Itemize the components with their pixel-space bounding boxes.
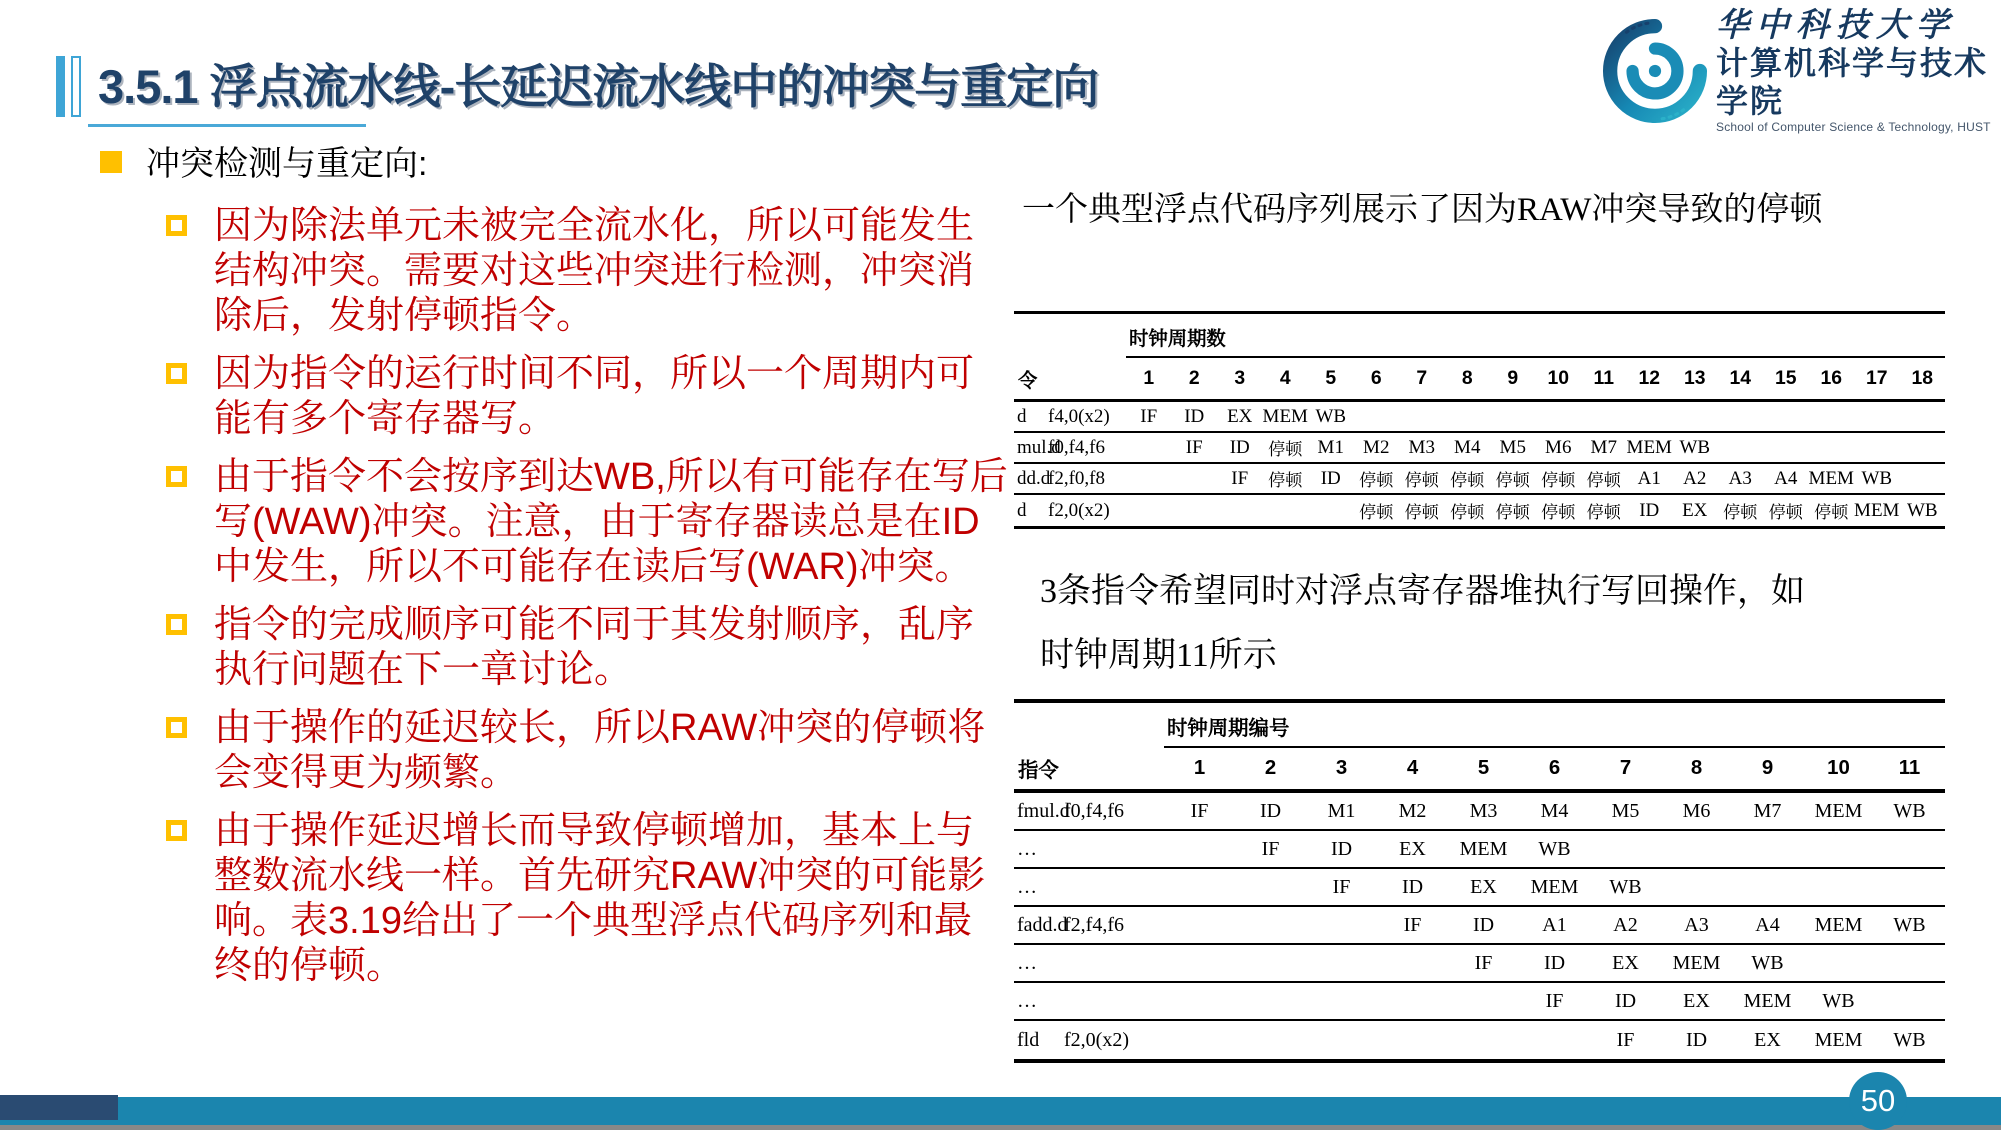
- bullet-item: [95, 455, 1020, 590]
- stage-cell: ID: [1543, 951, 1566, 974]
- stage-cell: ID: [1614, 989, 1637, 1012]
- instr-label: …: [1017, 989, 1037, 1012]
- stage-cell: MEM: [1672, 951, 1721, 974]
- stall-cell: 停顿: [1541, 471, 1576, 490]
- stage-cell: IF: [1403, 913, 1422, 936]
- stage-cell: MEM: [1626, 436, 1672, 458]
- stage-cell: M7: [1590, 436, 1617, 458]
- stall-cell: 停顿: [1768, 503, 1803, 522]
- stall-cell: 停顿: [1541, 503, 1576, 522]
- stage-cell: M4: [1540, 799, 1569, 822]
- stage-cell: WB: [1751, 951, 1784, 974]
- stage-cell: A2: [1683, 467, 1707, 489]
- stall-cell: 停顿: [1586, 471, 1621, 490]
- stage-cell: EX: [1754, 1028, 1781, 1051]
- stage-cell: MEM: [1743, 989, 1792, 1012]
- clock-cycle-header-label: 时钟周期数: [1129, 328, 1226, 350]
- instr-label: d: [1017, 499, 1027, 521]
- instr-operand: f2,0(x2): [1064, 1028, 1129, 1051]
- instr-operand: f2,f4,f6: [1064, 913, 1124, 936]
- stage-cell: M6: [1545, 436, 1572, 458]
- stage-cell: M6: [1682, 799, 1711, 822]
- school-name-english: School of Computer Science & Technology, HUST: [1716, 120, 1991, 134]
- table2-caption: 3条指令希望同时对浮点寄存器堆执行写回操作，如时钟周期11所示: [1040, 573, 1805, 674]
- stage-cell: EX: [1470, 875, 1497, 898]
- pipeline-row: [1014, 402, 1945, 433]
- page-number: 50: [1860, 1083, 1896, 1118]
- stage-cell: WB: [1893, 1028, 1926, 1051]
- stage-cell: EX: [1612, 951, 1639, 974]
- filled-square-bullet-icon: [100, 151, 122, 173]
- instr-operand: f0,f4,f6: [1064, 799, 1124, 822]
- stage-cell: MEM: [1530, 875, 1579, 898]
- stage-cell: EX: [1399, 837, 1426, 860]
- stall-cell: 停顿: [1723, 503, 1758, 522]
- stage-cell: IF: [1231, 467, 1249, 489]
- table-inner: [1014, 699, 1945, 1063]
- instr-operand: f0,f4,f6: [1048, 436, 1105, 458]
- stage-cell: MEM: [1459, 837, 1508, 860]
- stage-cell: ID: [1184, 405, 1205, 427]
- cycle-number: 11: [1898, 757, 1921, 779]
- cycle-number: 12: [1638, 367, 1661, 389]
- stage-cell: WB: [1893, 913, 1926, 936]
- pipeline-row: [1014, 433, 1945, 464]
- stage-cell: IF: [1616, 1028, 1635, 1051]
- instr-label: …: [1017, 951, 1037, 974]
- stall-cell: 停顿: [1495, 503, 1530, 522]
- bullet-text: 因为除法单元未被完全流水化，所以可能发生结构冲突。需要对这些冲突进行检测，冲突消除后，发射停顿指令。: [214, 205, 975, 337]
- stall-cell: 停顿: [1359, 471, 1394, 490]
- cycle-number: 3: [1234, 367, 1246, 389]
- stage-cell: WB: [1609, 875, 1642, 898]
- bullet-text: 由于操作延迟增长而导致停顿增加，基本上与整数流水线一样。首先研究RAW冲突的可能影响。表3.19给出了一个典型浮点代码序列和最终的停顿。: [214, 810, 986, 987]
- stage-cell: WB: [1679, 436, 1711, 458]
- cycle-number: 17: [1865, 367, 1888, 389]
- pipeline-row: [1014, 1021, 1945, 1059]
- stage-cell: M5: [1611, 799, 1640, 822]
- cycle-number: 1: [1143, 367, 1155, 389]
- cycle-number: 10: [1827, 757, 1850, 779]
- stage-cell: IF: [1261, 837, 1280, 860]
- stage-cell: EX: [1683, 989, 1710, 1012]
- hollow-square-bullet-icon: [166, 717, 187, 738]
- bullet-item: [95, 603, 1020, 693]
- cycle-number: 9: [1507, 367, 1519, 389]
- stall-cell: 停顿: [1586, 503, 1621, 522]
- section-heading: [95, 142, 1020, 186]
- instr-label: fld: [1017, 1028, 1040, 1051]
- cycle-number: 1: [1193, 757, 1206, 779]
- bullet-text: 指令的完成顺序可能不同于其发射顺序，乱序执行问题在下一章讨论。: [214, 604, 975, 691]
- hollow-square-bullet-icon: [166, 466, 187, 487]
- pipeline-table-wb-conflict: [1014, 699, 1946, 1063]
- stage-cell: A2: [1613, 913, 1638, 936]
- stage-cell: IF: [1545, 989, 1564, 1012]
- stage-cell: ID: [1229, 436, 1250, 458]
- logo-text: [1716, 8, 2001, 134]
- pipeline-row: [1014, 793, 1945, 831]
- cycle-number: 15: [1774, 367, 1797, 389]
- stage-cell: ID: [1639, 499, 1660, 521]
- stall-cell: 停顿: [1495, 471, 1530, 490]
- stage-cell: M1: [1327, 799, 1356, 822]
- instr-label: …: [1017, 875, 1037, 898]
- footer-navy-block: [0, 1095, 118, 1120]
- stage-cell: MEM: [1808, 467, 1854, 489]
- cycle-number: 18: [1911, 367, 1934, 389]
- hollow-square-bullet-icon: [166, 215, 187, 236]
- pipeline-row: [1014, 831, 1945, 869]
- stage-cell: ID: [1259, 799, 1282, 822]
- bullet-item: [95, 706, 1020, 796]
- instr-label: d: [1017, 405, 1027, 427]
- instr-label: mul.d: [1017, 436, 1061, 458]
- cycle-number: 5: [1477, 757, 1490, 779]
- stage-cell: MEM: [1814, 799, 1863, 822]
- bullet-list: [95, 204, 1020, 989]
- pipeline-row: [1014, 464, 1945, 495]
- stage-cell: M3: [1469, 799, 1498, 822]
- stall-cell: 停顿: [1814, 503, 1849, 522]
- stall-cell: 停顿: [1450, 471, 1485, 490]
- bullet-text: 由于操作的延迟较长，所以RAW冲突的停顿将会变得更为频繁。: [214, 707, 986, 794]
- stage-cell: A1: [1542, 913, 1567, 936]
- cycle-number: 8: [1690, 757, 1703, 779]
- stage-cell: IF: [1185, 436, 1203, 458]
- table1-caption: 一个典型浮点代码序列展示了因为RAW冲突导致的停顿: [1022, 192, 1823, 228]
- bullet-item: [95, 352, 1020, 442]
- stage-cell: M3: [1408, 436, 1435, 458]
- footer-bar: [0, 1097, 2001, 1125]
- instruction-column-header: 指令: [1018, 760, 1059, 782]
- stage-cell: WB: [1861, 467, 1893, 489]
- cycle-number: 13: [1683, 367, 1706, 389]
- cycle-number: 10: [1547, 367, 1570, 389]
- instr-label: …: [1017, 837, 1037, 860]
- instruction-column-header: 令: [1018, 369, 1038, 392]
- stage-cell: A4: [1755, 913, 1780, 936]
- stage-cell: WB: [1906, 499, 1938, 521]
- stage-cell: EX: [1227, 405, 1253, 427]
- stage-cell: EX: [1682, 499, 1708, 521]
- left-text-panel: [95, 142, 1020, 1002]
- cycle-number: 2: [1264, 757, 1277, 779]
- stage-cell: M4: [1454, 436, 1481, 458]
- instr-label: fadd.d: [1017, 913, 1068, 936]
- cycle-number: 14: [1729, 367, 1752, 389]
- stage-cell: ID: [1330, 837, 1353, 860]
- cycle-number: 5: [1325, 367, 1337, 389]
- stage-cell: WB: [1538, 837, 1571, 860]
- stage-cell: M7: [1753, 799, 1782, 822]
- stage-cell: ID: [1401, 875, 1424, 898]
- stage-cell: A3: [1684, 913, 1709, 936]
- bullet-text: 由于指令不会按序到达WB,所以有可能存在写后写(WAW)冲突。注意，由于寄存器读总是在ID中发生，所以不可能存在读后写(WAR)冲突。: [214, 456, 1008, 588]
- cycle-number-row: [1014, 358, 1945, 399]
- university-name: 华中科技大学: [1716, 8, 1956, 44]
- page-title: 3.5.1 浮点流水线-长延迟流水线中的冲突与重定向: [98, 60, 1099, 113]
- instr-operand: f4,0(x2): [1048, 405, 1110, 427]
- instr-operand: f2,f0,f8: [1048, 467, 1105, 489]
- stage-cell: ID: [1685, 1028, 1708, 1051]
- hust-swirl-icon: [1604, 20, 1706, 122]
- pipeline-row: [1014, 907, 1945, 945]
- bullet-text: 因为指令的运行时间不同，所以一个周期内可能有多个寄存器写。: [214, 353, 975, 440]
- table-inner: [1014, 311, 1945, 529]
- stage-cell: M5: [1499, 436, 1526, 458]
- cycle-number-row: [1014, 748, 1945, 789]
- cycle-number: 4: [1406, 757, 1419, 779]
- page-number-badge: [1849, 1072, 1907, 1130]
- stage-cell: M2: [1363, 436, 1390, 458]
- cycle-number: 3: [1335, 757, 1348, 779]
- cycle-number: 7: [1619, 757, 1632, 779]
- pipeline-row: [1014, 495, 1945, 526]
- cycle-number: 4: [1279, 367, 1291, 389]
- stage-cell: A1: [1637, 467, 1661, 489]
- pipeline-row: [1014, 869, 1945, 907]
- stage-cell: IF: [1140, 405, 1158, 427]
- stage-cell: IF: [1190, 799, 1209, 822]
- stage-cell: ID: [1472, 913, 1495, 936]
- pipeline-row: [1014, 983, 1945, 1021]
- pipeline-row: [1014, 945, 1945, 983]
- stage-cell: MEM: [1262, 405, 1308, 427]
- hollow-square-bullet-icon: [166, 820, 187, 841]
- clock-cycle-header-row: [1164, 703, 1945, 748]
- clock-cycle-header-label: 时钟周期编号: [1167, 718, 1290, 740]
- school-name: 计算机科学与技术学院: [1716, 45, 1989, 119]
- hollow-square-bullet-icon: [166, 363, 187, 384]
- instr-operand: f2,0(x2): [1048, 499, 1110, 521]
- stall-cell: 停顿: [1404, 471, 1439, 490]
- table-bottom-border: [1014, 526, 1945, 529]
- cycle-number: 7: [1416, 367, 1428, 389]
- hollow-square-bullet-icon: [166, 614, 187, 635]
- stage-cell: MEM: [1854, 499, 1900, 521]
- cycle-number: 6: [1370, 367, 1382, 389]
- clock-cycle-header-row: [1126, 314, 1945, 358]
- stage-cell: ID: [1320, 467, 1341, 489]
- stage-cell: IF: [1474, 951, 1493, 974]
- cycle-number: 9: [1761, 757, 1774, 779]
- stage-cell: A3: [1728, 467, 1752, 489]
- university-logo: [1604, 8, 2001, 134]
- pipeline-table-raw-stalls: [1014, 311, 1938, 529]
- cycle-number: 8: [1461, 367, 1473, 389]
- stall-cell: 停顿: [1359, 503, 1394, 522]
- title-accent-bar: [56, 56, 65, 117]
- cycle-number: 11: [1593, 367, 1614, 389]
- bullet-item: [95, 809, 1020, 989]
- stage-cell: M1: [1317, 436, 1344, 458]
- section-heading-text: 冲突检测与重定向:: [146, 145, 428, 183]
- title-accent-bar-outline: [71, 56, 81, 117]
- stage-cell: WB: [1315, 405, 1347, 427]
- instr-label: dd.d: [1017, 467, 1051, 489]
- table-bottom-border: [1014, 1059, 1945, 1063]
- stall-cell: 停顿: [1404, 503, 1439, 522]
- cycle-number: 2: [1188, 367, 1200, 389]
- stage-cell: MEM: [1814, 913, 1863, 936]
- instr-label: fmul.d: [1017, 799, 1070, 822]
- bullet-item: [95, 204, 1020, 339]
- stage-cell: IF: [1332, 875, 1351, 898]
- stage-cell: M2: [1398, 799, 1427, 822]
- stage-cell: MEM: [1814, 1028, 1863, 1051]
- stall-cell: 停顿: [1268, 471, 1303, 490]
- stage-cell: WB: [1822, 989, 1855, 1012]
- stage-cell: A4: [1774, 467, 1798, 489]
- stall-cell: 停顿: [1268, 440, 1303, 459]
- stall-cell: 停顿: [1450, 503, 1485, 522]
- stage-cell: WB: [1893, 799, 1926, 822]
- cycle-number: 6: [1548, 757, 1561, 779]
- cycle-number: 16: [1820, 367, 1843, 389]
- title-underline: [88, 124, 366, 127]
